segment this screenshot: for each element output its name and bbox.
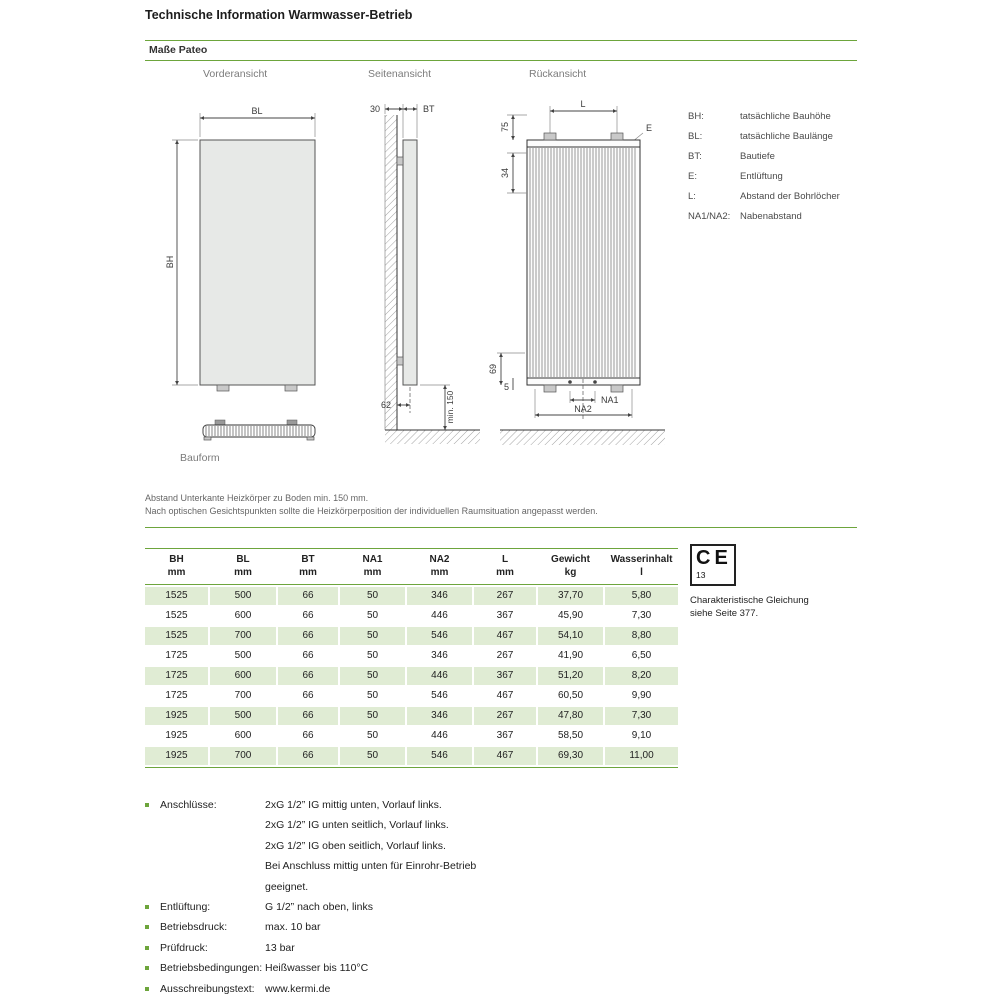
bullet-cell [145,836,160,856]
table-cell: 50 [340,707,405,725]
legend-key: BT: [688,151,702,162]
bullet-cell [145,958,160,978]
spec-value: 2xG 1/2” IG oben seitlich, Vorlauf links. [265,839,446,852]
table-row [145,647,678,665]
spec-value: 13 bar [265,941,295,954]
table-cell: 50 [340,667,405,685]
bullet-icon [145,925,149,929]
table-cell: 1925 [145,727,208,745]
table-cell: 50 [340,727,405,745]
legend-row [688,191,860,202]
side-view [370,104,480,444]
table-cell: 9,10 [605,727,678,745]
table-cell: 467 [474,687,536,705]
legend [688,111,860,231]
table-cell: 1725 [145,687,208,705]
table-row [145,607,678,625]
table-cell: 7,30 [605,707,678,725]
front-view [165,106,315,440]
legend-desc: tatsächliche Bauhöhe [740,111,831,122]
table-header-cell: L mm [496,554,514,578]
spec-label: Betriebsbedingungen: [160,962,263,975]
dim-62-label: 62 [380,400,391,410]
table-cell: 546 [407,627,472,645]
table-cell: 600 [210,727,276,745]
table-header-cell: Gewicht kg [551,554,590,578]
note-line: Nach optischen Gesichtspunkten sollte die Heizkörperposition der individuellen Raumsituation angepasst werden. [145,505,598,516]
legend-row [688,131,860,142]
dim-na1-label: NA1 [601,395,619,405]
table-header-cell: Wasserinhalt l [610,554,673,578]
table-cell: 500 [210,707,276,725]
spec-value: G 1/2” nach oben, links [265,901,373,914]
rear-view [488,99,665,445]
spec-value: 2xG 1/2” IG mittig unten, Vorlauf links. [265,799,442,811]
table-cell: 66 [278,647,338,665]
table-cell: 267 [474,707,536,725]
table-row [145,627,678,645]
table-cell: 1525 [145,607,208,625]
spec-line [145,958,476,978]
dim-30-label: 30 [369,104,380,114]
rear-view-label: Rückansicht [529,68,587,80]
table-cell: 346 [407,587,472,605]
dim-34-label: 34 [500,167,510,179]
legend-key: NA1/NA2: [688,211,731,222]
table-cell: 45,90 [538,607,603,625]
table-cell: 37,70 [538,587,603,605]
radiator-front-panel [200,140,315,385]
table-cell: 69,30 [538,747,603,765]
spec-value: 2xG 1/2” IG unten seitlich, Vorlauf links. [265,819,449,832]
dim-69-label: 69 [488,363,498,375]
ce-mark [690,544,736,586]
table-cell: 50 [340,687,405,705]
spec-line [145,917,476,937]
table-cell: 51,20 [538,667,603,685]
ce-note-line: siehe Seite 377. [690,608,759,619]
spec-line [145,836,476,856]
floor-hatch-side [385,430,480,444]
ce-note-line: Charakteristische Gleichung [690,595,809,606]
table-cell: 346 [407,707,472,725]
dim-bh-label: BH [165,255,175,269]
table-cell: 66 [278,747,338,765]
table-cell: 66 [278,607,338,625]
table-cell: 11,00 [605,747,678,765]
section-header: Maße Pateo [145,40,857,61]
spec-line [145,877,476,897]
table-header-cell: BL mm [234,554,252,578]
table-row [145,747,678,765]
table-cell: 60,50 [538,687,603,705]
table-cell: 446 [407,607,472,625]
spec-line [145,795,476,815]
legend-row [688,171,860,182]
table-cell: 700 [210,747,276,765]
spec-line [145,979,476,999]
table-cell: 66 [278,707,338,725]
table-cell: 50 [340,607,405,625]
table-cell: 267 [474,587,536,605]
table-cell: 600 [210,607,276,625]
wall-hatch [385,115,397,430]
legend-key: BH: [688,111,704,122]
spec-label: Ausschreibungstext: [160,982,255,995]
spec-label [160,877,265,897]
table-cell: 66 [278,627,338,645]
bullet-cell [145,979,160,999]
table-cell: 6,50 [605,647,678,665]
legend-key: L: [688,191,696,202]
table-row [145,727,678,745]
table-cell: 546 [407,687,472,705]
table-cell: 54,10 [538,627,603,645]
dim-min150-label: min. 150 [445,390,455,424]
table-cell: 66 [278,587,338,605]
legend-row [688,151,860,162]
table-cell: 5,80 [605,587,678,605]
floor-hatch-rear [500,430,665,445]
ce-code: 13 [696,570,706,580]
bullet-icon [145,966,149,970]
table-cell: 66 [278,727,338,745]
spec-value: Heißwasser bis 110°C [265,962,369,975]
dim-bl-label: BL [251,106,263,116]
table-cell: 500 [210,647,276,665]
legend-key: BL: [688,131,703,142]
legend-row [688,211,860,222]
table-cell: 8,20 [605,667,678,685]
spec-label [160,836,265,856]
spec-value: max. 10 bar [265,921,321,934]
legend-desc: Nabenabstand [740,211,802,222]
bauform-label: Bauform [180,452,220,464]
spec-value: Bei Anschluss mittig unten für Einrohr-Betrieb [265,860,477,873]
spec-line [145,815,476,835]
dim-5-label: 5 [503,382,509,392]
spec-label: Prüfdruck: [160,941,208,954]
table-cell: 50 [340,747,405,765]
spec-label [160,856,265,876]
bullet-cell [145,856,160,876]
legend-key: E: [688,171,697,182]
table-cell: 50 [340,587,405,605]
legend-desc: tatsächliche Baulänge [740,131,833,142]
table-cell: 41,90 [538,647,603,665]
table-cell: 8,80 [605,627,678,645]
bullet-icon [145,905,149,909]
specs [145,795,476,999]
table-header-cell: BT mm [299,554,317,578]
table-body [145,585,678,765]
bullet-icon [145,946,149,950]
table-cell: 1725 [145,667,208,685]
ce-letters: CE [696,547,732,569]
dim-e-label: E [646,123,653,133]
table-cell: 1725 [145,647,208,665]
bullet-cell [145,938,160,958]
dim-l-label: L [580,99,586,109]
dim-75-label: 75 [500,121,510,133]
table-cell: 446 [407,727,472,745]
table-cell: 7,30 [605,607,678,625]
table-cell: 1925 [145,707,208,725]
table-row [145,687,678,705]
table-cell: 700 [210,687,276,705]
bauform-section [203,425,315,437]
spec-line [145,897,476,917]
bullet-cell [145,897,160,917]
dim-bt-label: BT [423,104,435,114]
table-row [145,667,678,685]
dimensions-table [145,548,678,768]
note-line: Abstand Unterkante Heizkörper zu Boden min. 150 mm. [145,493,369,503]
table-cell: 446 [407,667,472,685]
legend-row [688,111,860,122]
bullet-cell [145,815,160,835]
table-cell: 467 [474,747,536,765]
table-cell: 47,80 [538,707,603,725]
spec-label: Entlüftung: [160,901,211,914]
spec-line [145,856,476,876]
table-cell: 50 [340,647,405,665]
table-bottom-rule [145,767,678,768]
spec-label: Betriebsdruck: [160,921,228,934]
front-view-label: Vorderansicht [203,68,268,80]
table-cell: 467 [474,627,536,645]
table-row [145,707,678,725]
ce-note [690,594,809,620]
table-cell: 267 [474,647,536,665]
spec-value[interactable]: www.kermi.de [265,982,331,995]
radiator-side-panel [403,140,417,385]
table-cell: 367 [474,667,536,685]
spec-label: Anschlüsse: [160,799,217,811]
bullet-cell [145,877,160,897]
dim-na2-label: NA2 [574,404,592,414]
notes [145,492,598,517]
table-row [145,587,678,605]
spec-label [160,815,265,835]
table-cell: 367 [474,607,536,625]
section-divider [145,527,857,528]
table-cell: 1925 [145,747,208,765]
bullet-icon [145,803,149,807]
table-cell: 600 [210,667,276,685]
table-cell: 346 [407,647,472,665]
table-cell: 1525 [145,587,208,605]
table-header-cell: NA1 mm [362,554,383,578]
legend-desc: Abstand der Bohrlöcher [740,191,840,202]
table-cell: 700 [210,627,276,645]
table-cell: 58,50 [538,727,603,745]
table-header-cell: NA2 mm [429,554,450,578]
page-title: Technische Information Warmwasser-Betrieb [145,8,413,22]
table-cell: 500 [210,587,276,605]
table-cell: 546 [407,747,472,765]
table-cell: 9,90 [605,687,678,705]
table-cell: 1525 [145,627,208,645]
legend-desc: Entlüftung [740,171,783,182]
table-header-row [145,548,678,585]
spec-value: geeignet. [265,880,309,893]
bullet-cell [145,795,160,815]
side-view-label: Seitenansicht [368,68,432,80]
bullet-icon [145,987,149,991]
table-header-cell: BH mm [167,554,186,578]
table-cell: 50 [340,627,405,645]
technical-drawing [145,95,710,460]
table-cell: 66 [278,667,338,685]
table-cell: 66 [278,687,338,705]
spec-line [145,938,476,958]
bullet-cell [145,917,160,937]
table-cell: 367 [474,727,536,745]
legend-desc: Bautiefe [740,151,775,162]
